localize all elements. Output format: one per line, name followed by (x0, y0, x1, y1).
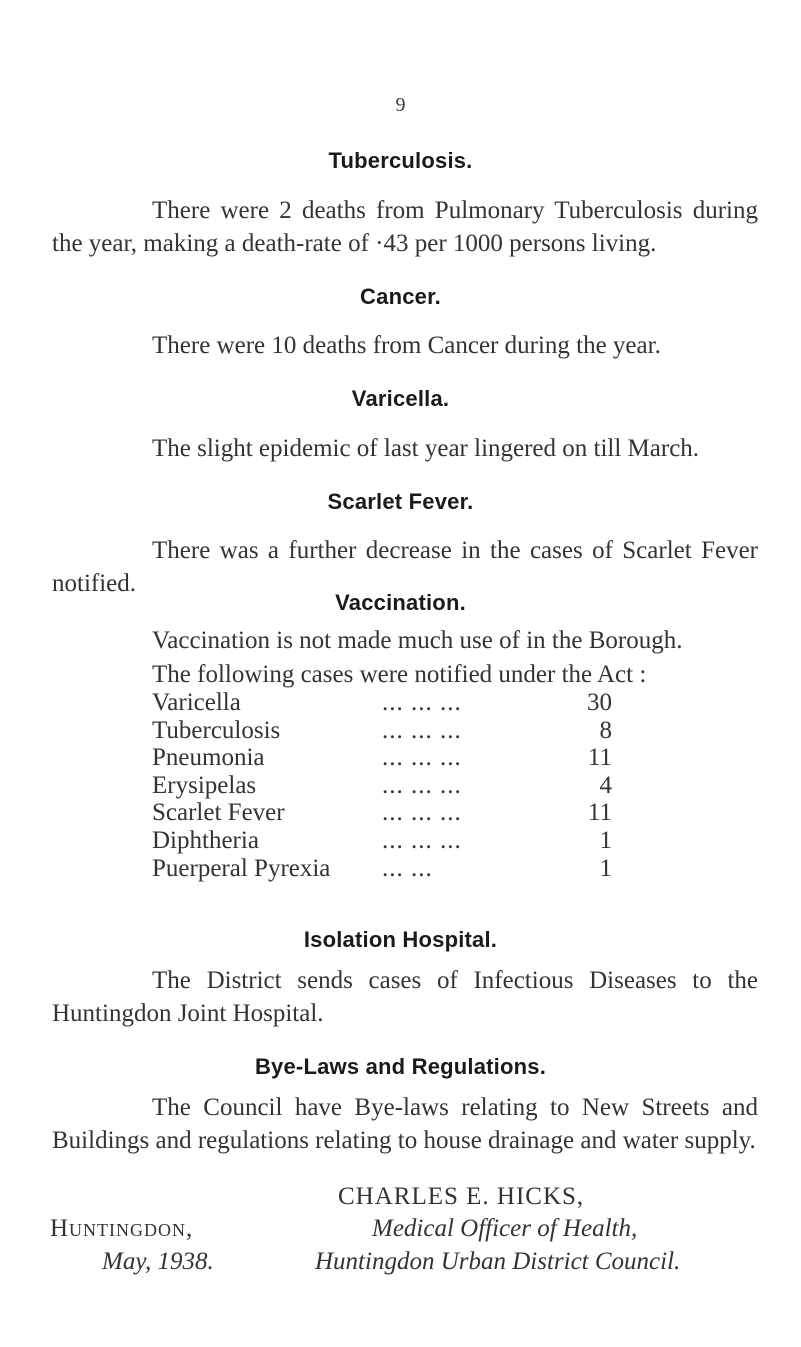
para-scarlet-fever: There was a further decrease in the cases of Scarlet Fever notified. (52, 537, 758, 597)
case-count: 4 (599, 771, 612, 799)
disease-name: Puerperal Pyrexia (152, 854, 331, 882)
table-row (152, 689, 612, 717)
disease-name: Varicella (152, 689, 241, 716)
case-count: 1 (599, 826, 612, 854)
case-count: 1 (599, 854, 612, 882)
dot-leader: ... ... ... (382, 716, 462, 744)
para-notified-intro: The following cases were notified under the Act : (152, 661, 647, 688)
heading-tuberculosis: Tuberculosis. (328, 148, 473, 173)
table-row (152, 827, 612, 855)
case-count: 30 (587, 689, 612, 716)
signature-place: Huntingdon, (50, 1215, 194, 1242)
heading-vaccination: Vaccination. (335, 590, 466, 615)
table-row (152, 744, 612, 772)
dot-leader: ... ... ... (382, 744, 462, 772)
case-count: 11 (587, 799, 612, 827)
dot-leader: ... ... ... (382, 771, 462, 799)
table-row (152, 772, 612, 800)
signature-title: Medical Officer of Health, (372, 1215, 638, 1242)
page-number: 9 (395, 94, 406, 116)
dot-leader: ... ... ... (382, 799, 462, 827)
heading-bye-laws: Bye-Laws and Regulations. (254, 1054, 547, 1079)
disease-name: Scarlet Fever (152, 799, 285, 827)
heading-cancer: Cancer. (360, 284, 441, 309)
para-isolation-hospital: The District sends cases of Infectious Diseases to the Huntingdon Joint Hospital. (52, 967, 758, 1027)
table-row (152, 799, 612, 827)
disease-name: Erysipelas (152, 771, 257, 799)
disease-name: Diphtheria (152, 826, 259, 854)
heading-isolation-hospital: Isolation Hospital. (303, 927, 498, 952)
table-row (152, 855, 612, 883)
heading-scarlet-fever: Scarlet Fever. (327, 489, 474, 514)
heading-varicella: Varicella. (351, 386, 450, 411)
case-count: 11 (587, 744, 612, 772)
para-bye-laws: The Council have Bye-laws relating to New Streets and Buildings and regulations relating to house drainage and water supply. (52, 1094, 758, 1154)
dot-leader: ... ... ... (382, 689, 462, 716)
signature-date: May, 1938. (102, 1248, 214, 1275)
disease-name: Tuberculosis (152, 716, 281, 744)
para-vaccination: Vaccination is not made much use of in the Borough. (152, 627, 683, 654)
disease-name: Pneumonia (152, 744, 265, 772)
para-varicella: The slight epidemic of last year lingered on till March. (152, 435, 700, 462)
dot-leader: ... ... ... (382, 826, 462, 854)
signature-name: CHARLES E. HICKS, (338, 1183, 585, 1210)
case-count: 8 (599, 716, 612, 744)
para-tuberculosis: There were 2 deaths from Pulmonary Tuberculosis during the year, making a death-rate of ·43 per 1000 persons living. (52, 197, 758, 257)
para-cancer: There were 10 deaths from Cancer during the year. (152, 332, 661, 359)
dot-leader: ... ... (382, 854, 433, 882)
notifications-table (152, 689, 612, 882)
table-row (152, 717, 612, 745)
signature-council: Huntingdon Urban District Council. (315, 1248, 681, 1275)
